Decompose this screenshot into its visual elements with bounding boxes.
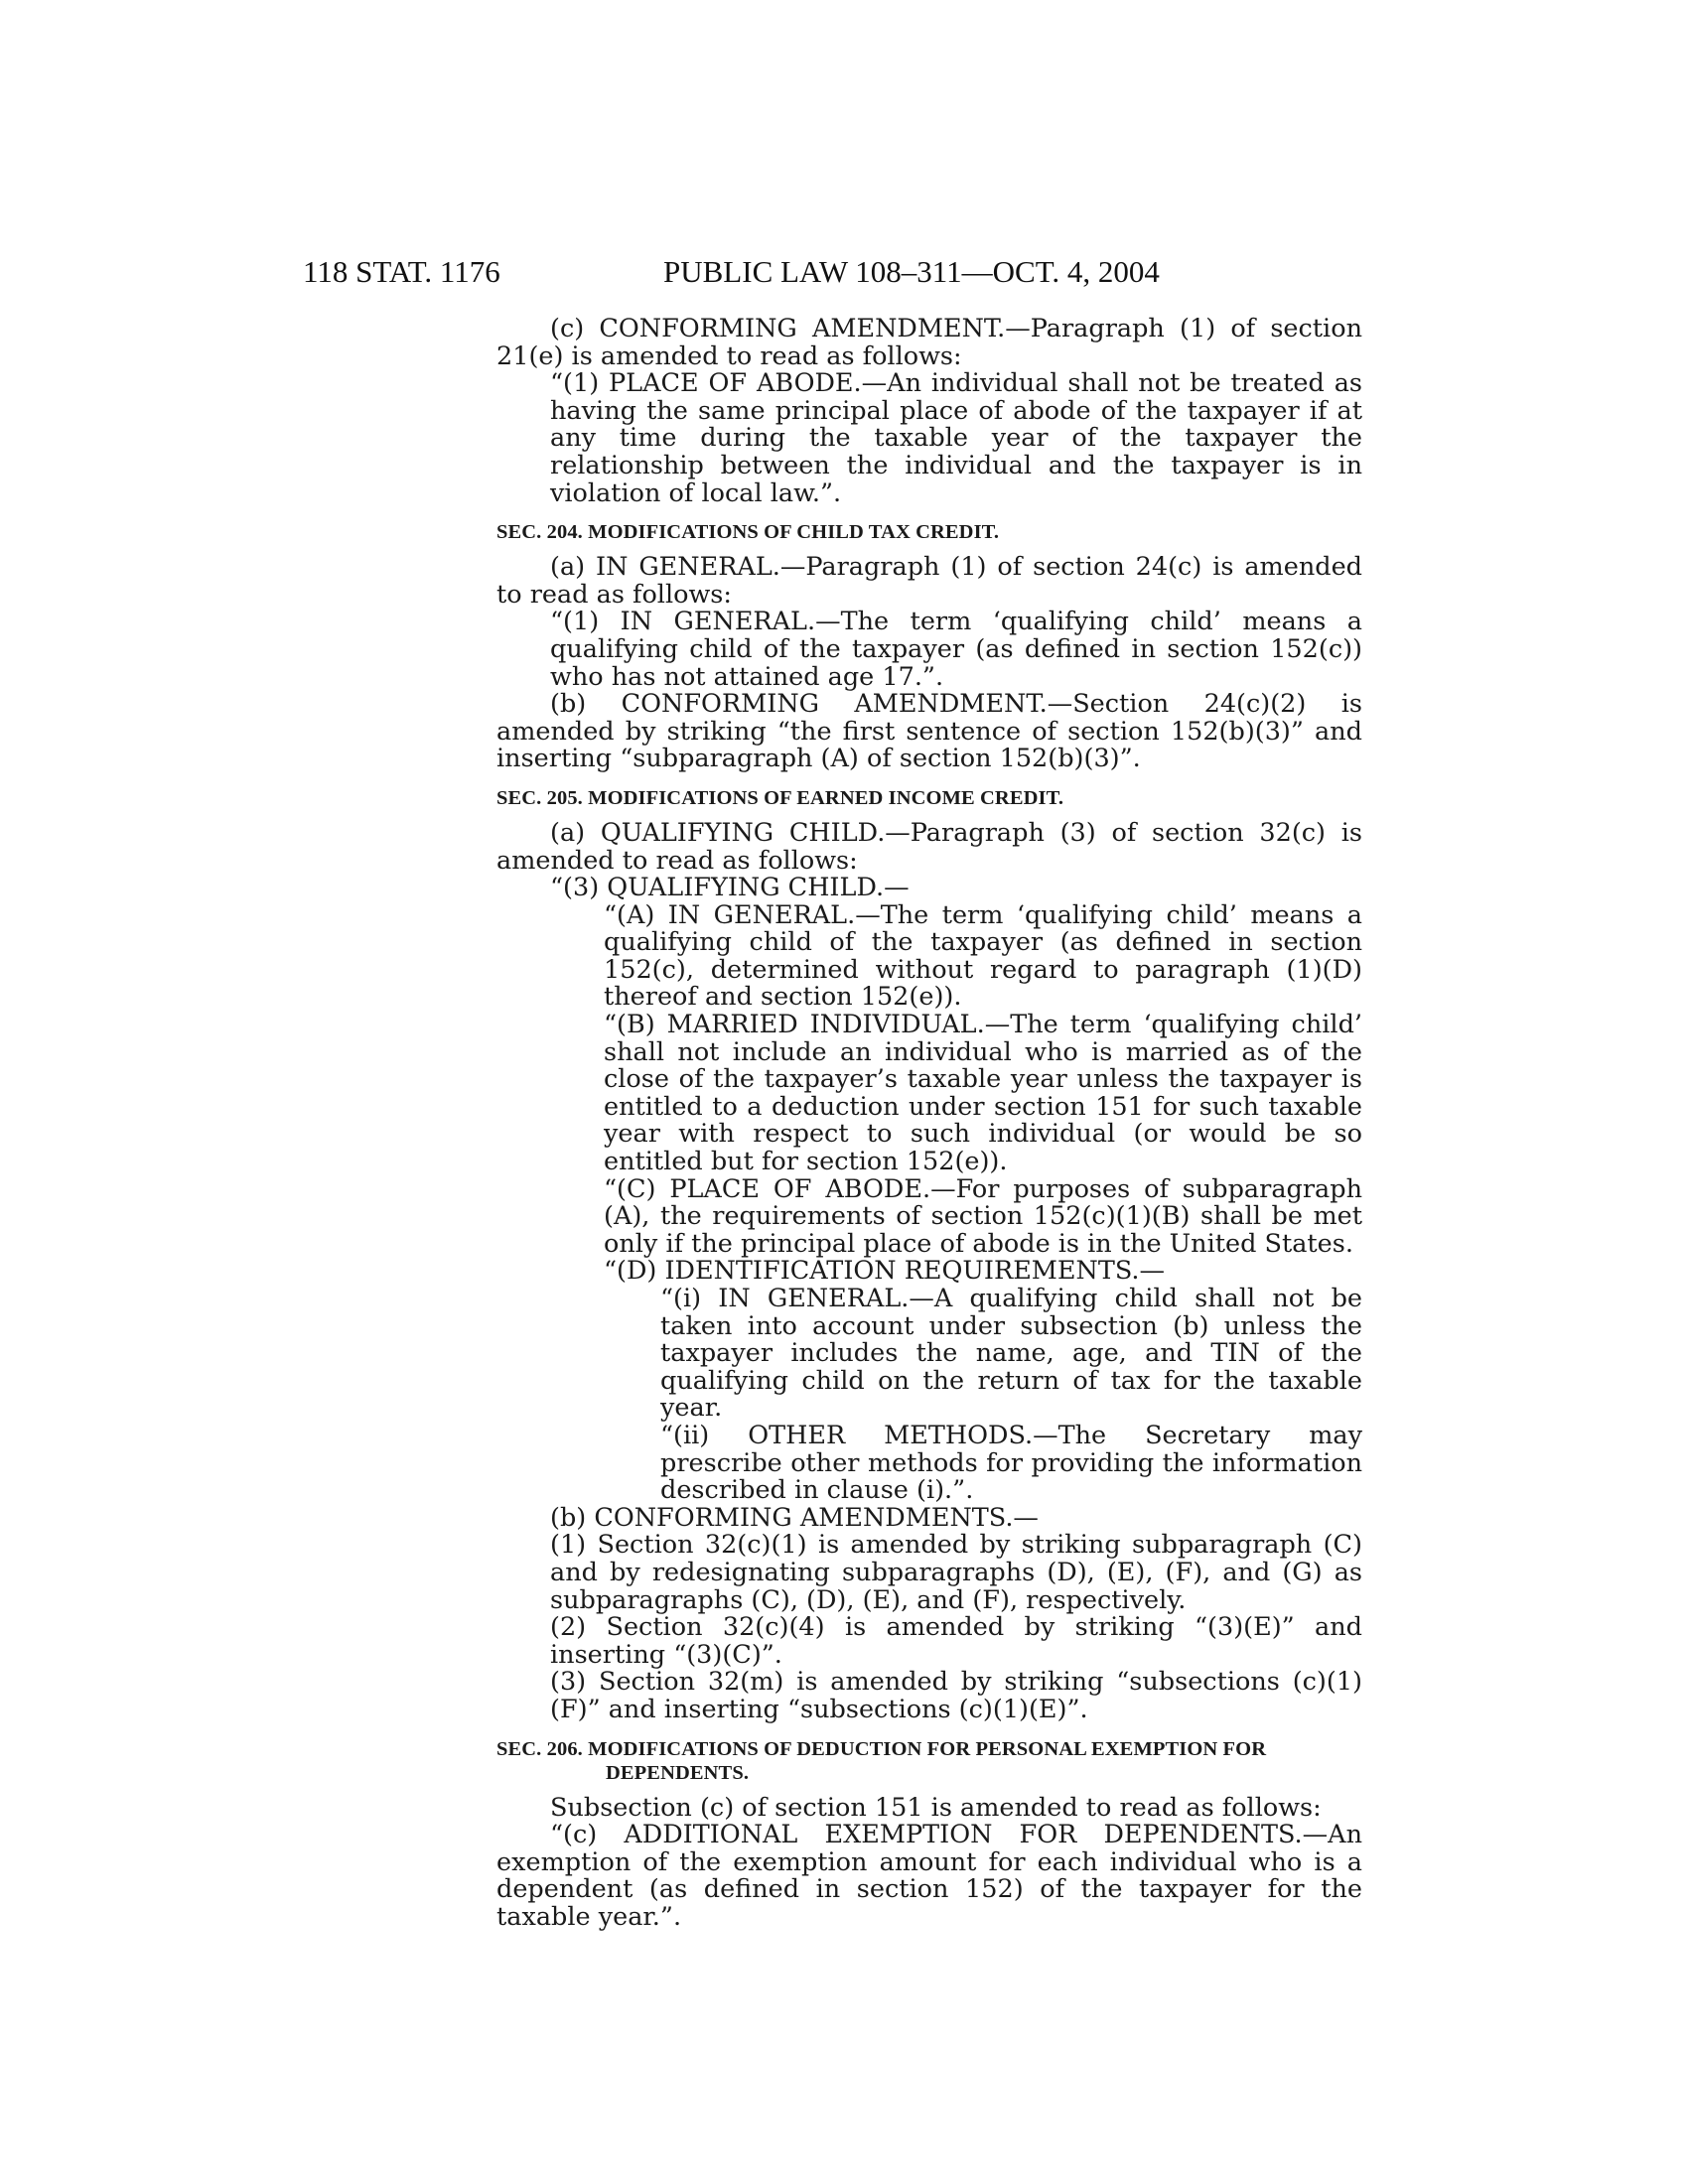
section-heading-205: SEC. 205. MODIFICATIONS OF EARNED INCOME CREDIT. xyxy=(496,786,1064,809)
law-title: PUBLIC LAW 108–311—OCT. 4, 2004 xyxy=(663,254,1160,289)
para-21e-conforming: (c) CONFORMING AMENDMENT.—Paragraph (1) of section 21(e) is amended to read as follows: xyxy=(496,314,1362,371)
document-body xyxy=(496,316,1362,1931)
para-205b-2: (2) Section 32(c)(4) is amended by striking “(3)(E)” and inserting “(3)(C)”. xyxy=(550,1612,1362,1670)
para-204b: (b) CONFORMING AMENDMENT.—Section 24(c)(2) is amended by striking “the first sentence of section 152(b)(3)” and inserting “subparagraph (A) of section 152(b)(3)”. xyxy=(496,689,1362,774)
section-heading-206: SEC. 206. MODIFICATIONS OF DEDUCTION FOR PERSONAL EXEMPTION FOR DEPENDENTS. xyxy=(496,1737,1267,1784)
para-3a-in-general: “(A) IN GENERAL.—The term ‘qualifying child’ means a qualifying child of the taxpayer (as defined in section 152(c), determined without regard to paragraph (1)(D) thereof and section 152(e)). xyxy=(604,899,1362,1013)
para-206-c: “(c) ADDITIONAL EXEMPTION FOR DEPENDENTS.—An exemption of the exemption amount for each individual who is a dependent (as defined in section 152) of the taxpayer for the taxable year.”. xyxy=(496,1820,1362,1932)
para-3b-married: “(B) MARRIED INDIVIDUAL.—The term ‘qualifying child’ shall not include an individual who is married as of the close of the taxpayer’s taxable year unless the taxpayer is entitled to a deduction under section 151 for such taxable year with respect to such individual (or would be so entitled but for section 152(e)). xyxy=(604,1010,1362,1177)
para-qualifying-child: “(3) QUALIFYING CHILD.— xyxy=(550,873,910,903)
para-3d-identification: “(D) IDENTIFICATION REQUIREMENTS.— xyxy=(604,1256,1166,1287)
para-204a: (a) IN GENERAL.—Paragraph (1) of section 24(c) is amended to read as follows: xyxy=(496,552,1362,610)
para-3d-ii: “(ii) OTHER METHODS.—The Secretary may prescribe other methods for providing the information described in clause (i).”. xyxy=(660,1420,1362,1506)
para-206: Subsection (c) of section 151 is amended to read as follows: xyxy=(550,1792,1322,1823)
stat-page-number: 118 STAT. 1176 xyxy=(303,254,500,289)
para-205b-3: (3) Section 32(m) is amended by striking “subsections (c)(1)(F)” and inserting “subsections (c)(1)(E)”. xyxy=(550,1667,1362,1724)
section-heading-204: SEC. 204. MODIFICATIONS OF CHILD TAX CREDIT. xyxy=(496,521,1000,544)
para-205a: (a) QUALIFYING CHILD.—Paragraph (3) of section 32(c) is amended to read as follows: xyxy=(496,817,1362,876)
page-header xyxy=(0,252,1688,292)
para-3c-abode: “(C) PLACE OF ABODE.—For purposes of subparagraph (A), the requirements of section 152(c)(1)(B) shall be met only if the principal place of abode is in the United States. xyxy=(604,1173,1362,1259)
para-205b: (b) CONFORMING AMENDMENTS.— xyxy=(550,1502,1039,1533)
para-204a-text: “(1) IN GENERAL.—The term ‘qualifying child’ means a qualifying child of the taxpayer (as defined in section 152(c)) who has not attained age 17.”. xyxy=(550,607,1362,692)
para-3d-i: “(i) IN GENERAL.—A qualifying child shall not be taken into account under subsection (b) unless the taxpayer includes the name, age, and TIN of the qualifying child on the return of tax for the taxable year. xyxy=(660,1284,1362,1424)
para-205b-1: (1) Section 32(c)(1) is amended by striking subparagraph (C) and by redesignating subparagraphs (D), (E), (F), and (G) as subparagraphs (C), (D), (E), and (F), respectively. xyxy=(550,1530,1362,1615)
para-place-of-abode: “(1) PLACE OF ABODE.—An individual shall not be treated as having the same principal place of abode of the taxpayer if at any time during the taxable year of the taxpayer the relationship between the individual and the taxpayer is in violation of local law.”. xyxy=(550,368,1362,508)
